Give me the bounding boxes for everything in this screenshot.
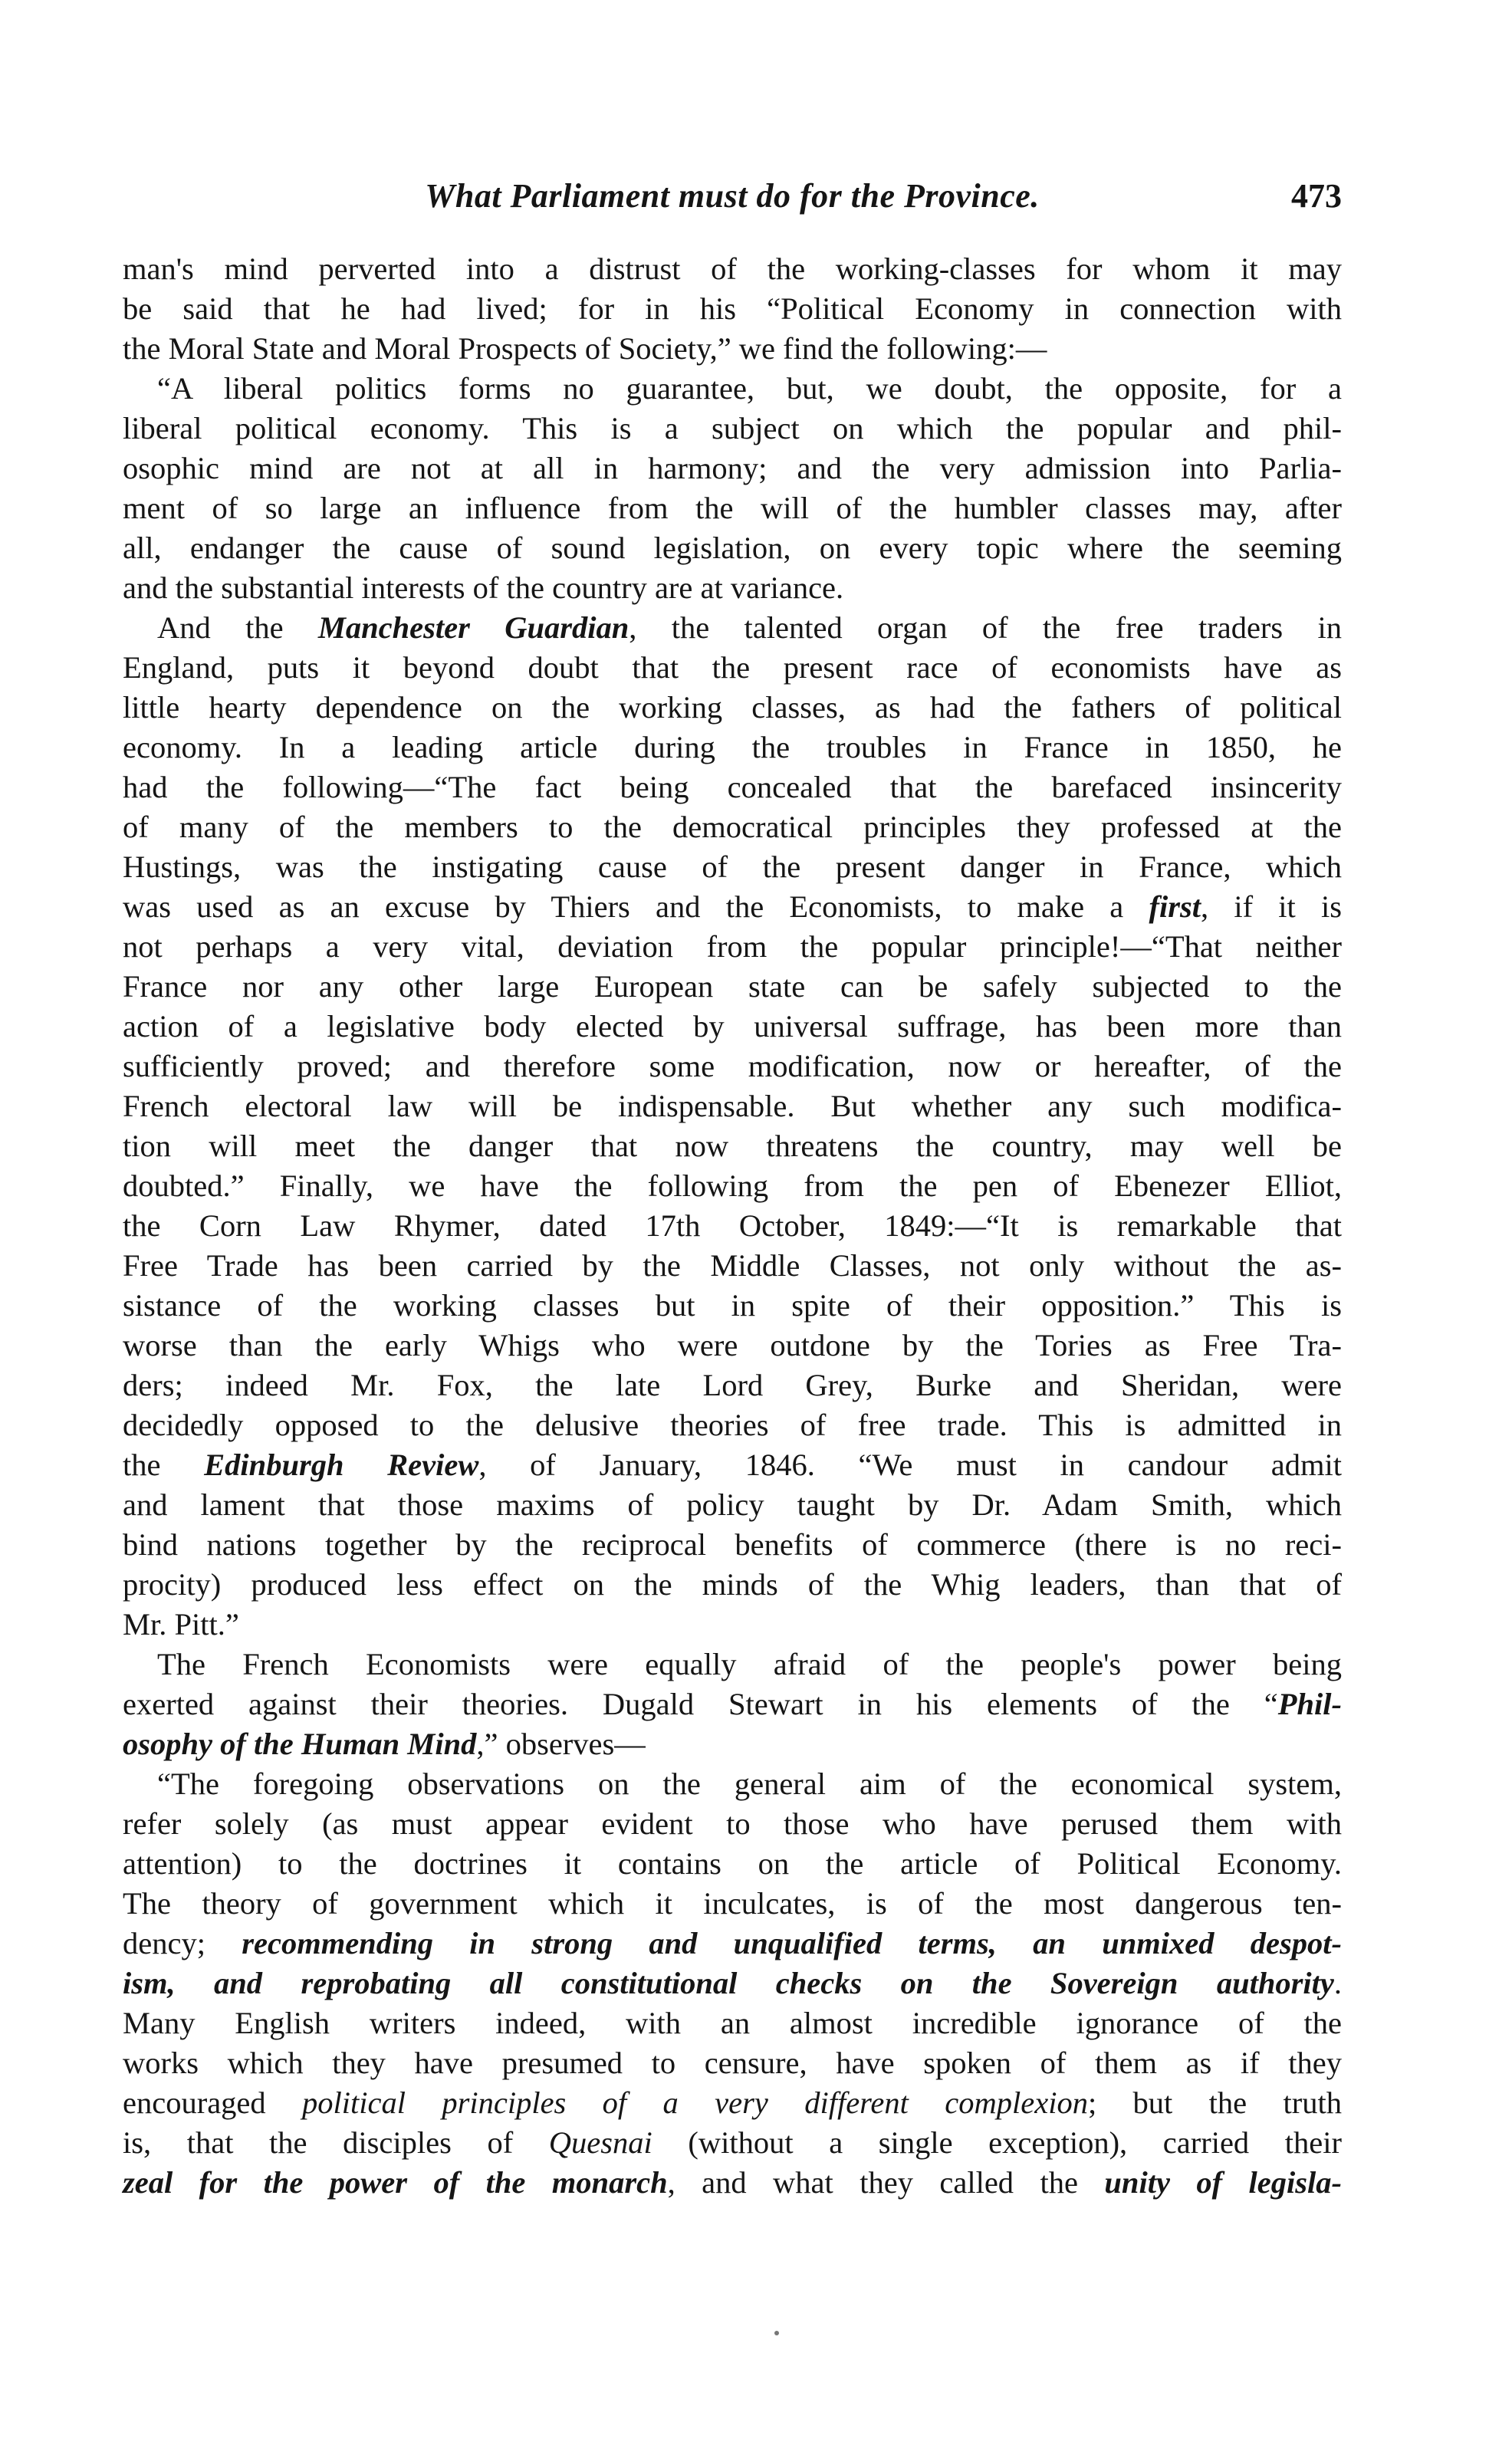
- text-span: worse than the early Whigs who were outdone by the Tories as Free Tra-: [123, 1328, 1342, 1362]
- text-span: , the talented organ of the free traders in: [629, 610, 1342, 645]
- text-line: [123, 1565, 1342, 1605]
- text-line: [123, 2123, 1342, 2163]
- text-span: osophic mind are not at all in harmony; and the very admission into Parlia-: [123, 451, 1342, 485]
- text-line: [123, 329, 1342, 369]
- text-line: [123, 648, 1342, 688]
- paragraph-first-line: [123, 1645, 1342, 1684]
- text-span: be said that he had lived; for in his “Political Economy in connection with: [123, 291, 1342, 326]
- text-line: [123, 249, 1342, 289]
- text-line: [123, 927, 1342, 967]
- text-span: The theory of government which it inculcates, is of the most dangerous ten-: [123, 1886, 1342, 1921]
- italic-span: first: [1149, 889, 1201, 924]
- text-span: not perhaps a very vital, deviation from the popular principle!—“That neither: [123, 929, 1342, 964]
- speck-mark: [774, 2331, 779, 2335]
- text-line: [123, 1366, 1342, 1405]
- text-span: , and what they called the: [667, 2165, 1105, 2200]
- text-span: the Moral State and Moral Prospects of Society,” we find the following:—: [123, 331, 1047, 366]
- quote-first-line: [123, 369, 1342, 409]
- text-line: [123, 1844, 1342, 1884]
- text-span: bind nations together by the reciprocal benefits of commerce (there is no reci-: [123, 1527, 1342, 1562]
- italic-span: recommending in strong and unqualified terms, an unmixed despot-: [242, 1926, 1342, 1960]
- text-line: [123, 1086, 1342, 1126]
- text-line: [123, 1206, 1342, 1246]
- text-line: [123, 449, 1342, 488]
- text-line: [123, 2163, 1342, 2203]
- text-line: [123, 1605, 1342, 1645]
- text-line: [123, 1246, 1342, 1286]
- text-line: [123, 887, 1342, 927]
- text-span: economy. In a leading article during the troubles in France in 1850, he: [123, 730, 1342, 764]
- text-span: decidedly opposed to the delusive theories of free trade. This is admitted in: [123, 1408, 1342, 1442]
- text-span: action of a legislative body elected by universal suffrage, has been more than: [123, 1009, 1342, 1043]
- text-span: man's mind perverted into a distrust of the working-classes for whom it may: [123, 251, 1342, 286]
- text-line: [123, 1326, 1342, 1366]
- text-line: [123, 967, 1342, 1007]
- paragraph-first-line: [123, 608, 1342, 648]
- text-line: [123, 767, 1342, 807]
- text-span: had the following—“The fact being concealed that the barefaced insincerity: [123, 770, 1342, 804]
- text-span: Hustings, was the instigating cause of the present danger in France, which: [123, 850, 1342, 884]
- text-line: [123, 1724, 1342, 1764]
- text-line: [123, 1884, 1342, 1924]
- text-span: attention) to the doctrines it contains on the article of Political Economy.: [123, 1846, 1342, 1881]
- italic-span: Edinburgh Review: [204, 1448, 479, 1482]
- text-line: [123, 847, 1342, 887]
- text-line: [123, 2043, 1342, 2083]
- text-span: sistance of the working classes but in spite of their opposition.” This is: [123, 1288, 1342, 1323]
- text-span: sufficiently proved; and therefore some modification, now or hereafter, of the: [123, 1049, 1342, 1083]
- italic-span: Phil-: [1277, 1687, 1342, 1721]
- text-span: little hearty dependence on the working classes, as had the fathers of political: [123, 690, 1342, 725]
- text-span: tion will meet the danger that now threatens the country, may well be: [123, 1129, 1342, 1163]
- italic-span: Quesnai: [548, 2125, 652, 2160]
- text-line: [123, 1924, 1342, 1964]
- text-span: doubted.” Finally, we have the following from the pen of Ebenezer Elliot,: [123, 1168, 1342, 1203]
- text-span: was used as an excuse by Thiers and the Economists, to make a: [123, 889, 1149, 924]
- text-span: and lament that those maxims of policy taught by Dr. Adam Smith, which: [123, 1487, 1342, 1522]
- text-line: [123, 1525, 1342, 1565]
- italic-span: osophy of the Human Mind: [123, 1727, 477, 1761]
- text-span: liberal political economy. This is a subject on which the popular and phil-: [123, 411, 1342, 445]
- text-span: , of January, 1846. “We must in candour admit: [478, 1448, 1343, 1482]
- text-line: [123, 728, 1342, 767]
- italic-span: ism, and reprobating all constitutional checks on the Sovereign authority: [123, 1966, 1334, 2000]
- page-number: 473: [1291, 177, 1342, 215]
- text-span: exerted against their theories. Dugald Stewart in his elements of the “: [123, 1687, 1278, 1721]
- text-span: procity) produced less effect on the minds of the Whig leaders, than that of: [123, 1567, 1342, 1602]
- text-span: is, that the disciples of: [123, 2125, 549, 2160]
- text-span: ment of so large an influence from the will of the humbler classes may, after: [123, 491, 1342, 525]
- text-span: ,” observes—: [476, 1727, 646, 1761]
- text-span: “A liberal politics forms no guarantee, but, we doubt, the opposite, for a: [157, 371, 1342, 406]
- text-span: Mr. Pitt.”: [123, 1607, 239, 1642]
- text-span: , if it is: [1201, 889, 1342, 924]
- text-line: [123, 2003, 1342, 2043]
- text-span: and the substantial interests of the country are at variance.: [123, 570, 844, 605]
- italic-span: Manchester Guardian: [317, 610, 629, 645]
- text-span: dency;: [123, 1926, 242, 1960]
- text-span: “The foregoing observations on the general aim of the economical system,: [157, 1766, 1342, 1801]
- text-span: all, endanger the cause of sound legislation, on every topic where the seeming: [123, 531, 1342, 565]
- text-span: of many of the members to the democratical principles they professed at the: [123, 810, 1342, 844]
- text-line: [123, 688, 1342, 728]
- text-span: And the: [157, 610, 318, 645]
- text-line: [123, 409, 1342, 449]
- text-line: [123, 1166, 1342, 1206]
- text-span: Many English writers indeed, with an almost incredible ignorance of the: [123, 2006, 1342, 2040]
- text-span: The French Economists were equally afraid of the people's power being: [157, 1647, 1342, 1681]
- text-line: [123, 528, 1342, 568]
- page-header: [123, 176, 1342, 238]
- text-span: ders; indeed Mr. Fox, the late Lord Grey, Burke and Sheridan, were: [123, 1368, 1342, 1402]
- text-line: [123, 807, 1342, 847]
- text-span: England, puts it beyond doubt that the present race of economists have as: [123, 650, 1342, 685]
- text-span: .: [1333, 1966, 1342, 2000]
- text-line: [123, 1485, 1342, 1525]
- text-line: [123, 1684, 1342, 1724]
- text-span: France nor any other large European state can be safely subjected to the: [123, 969, 1342, 1004]
- text-line: [123, 1047, 1342, 1086]
- italic-span: zeal for the power of the monarch: [123, 2165, 668, 2200]
- text-span: French electoral law will be indispensable. But whether any such modifica-: [123, 1089, 1342, 1123]
- text-line: [123, 1286, 1342, 1326]
- italic-span: unity of legisla-: [1104, 2165, 1342, 2200]
- text-span: encouraged: [123, 2085, 302, 2120]
- body-text: [123, 249, 1342, 2203]
- text-line: [123, 568, 1342, 608]
- text-span: the: [123, 1448, 205, 1482]
- text-line: [123, 289, 1342, 329]
- running-title: What Parliament must do for the Province.: [425, 177, 1040, 215]
- text-line: [123, 2083, 1342, 2123]
- text-span: Free Trade has been carried by the Middle Classes, not only without the as-: [123, 1248, 1342, 1283]
- italic-span: political principles of a very different complexion: [302, 2085, 1088, 2120]
- text-span: refer solely (as must appear evident to those who have perused them with: [123, 1806, 1342, 1841]
- text-line: [123, 488, 1342, 528]
- text-span: ; but the truth: [1087, 2085, 1342, 2120]
- text-line: [123, 1007, 1342, 1047]
- text-line: [123, 1964, 1342, 2003]
- text-line: [123, 1126, 1342, 1166]
- text-line: [123, 1445, 1342, 1485]
- text-span: (without a single exception), carried their: [652, 2125, 1342, 2160]
- text-span: works which they have presumed to censure, have spoken of them as if they: [123, 2046, 1342, 2080]
- quote-first-line: [123, 1764, 1342, 1804]
- text-line: [123, 1804, 1342, 1844]
- text-line: [123, 1405, 1342, 1445]
- text-span: the Corn Law Rhymer, dated 17th October, 1849:—“It is remarkable that: [123, 1208, 1342, 1243]
